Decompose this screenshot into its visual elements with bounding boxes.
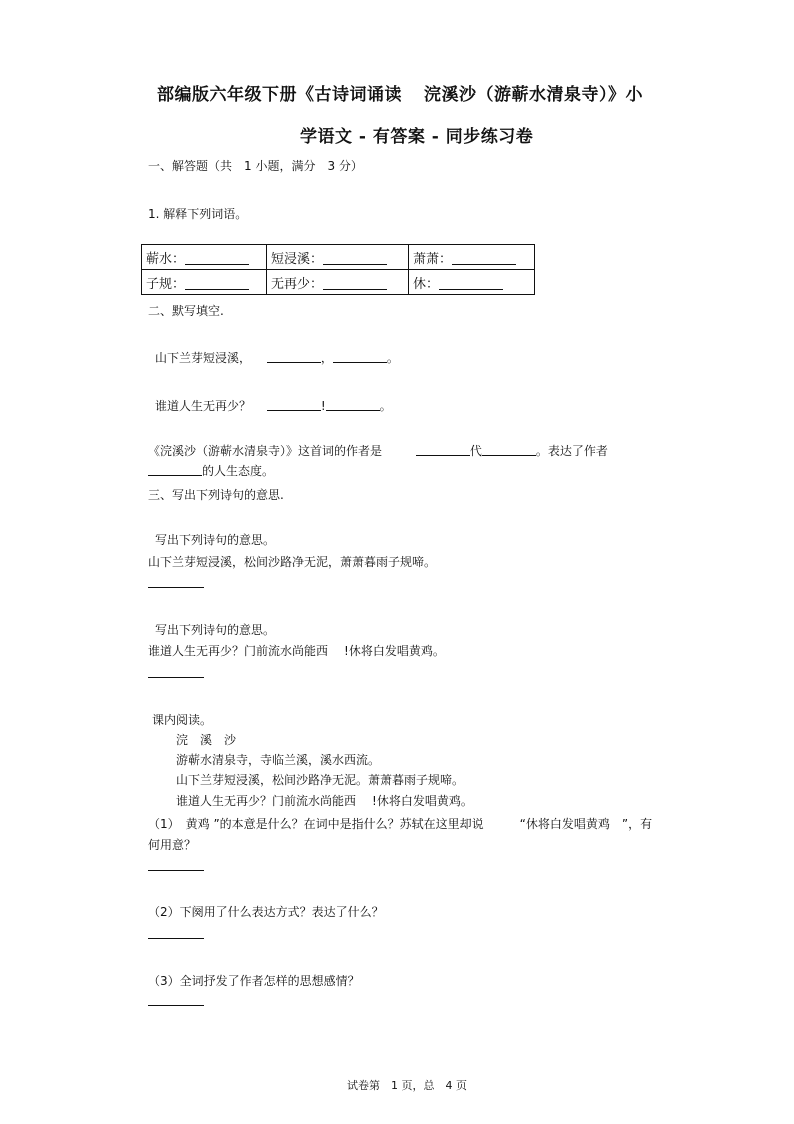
answer-blank[interactable] [439,277,503,290]
reading-question-2: （2）下阕用了什么表达方式？表达了什么？ [148,905,384,919]
section-2-heading: 二、默写填空. [148,304,224,318]
answer-blank[interactable] [482,443,536,456]
table-cell: 萧萧： [409,245,535,270]
reading-question-3: （3）全词抒发了作者怎样的思想感情？ [148,974,360,988]
question-1-prompt: 1. 解释下列词语。 [148,207,248,221]
table-cell: 蕲水： [142,245,267,270]
page-footer: 试卷第 1 页，总 4 页 [347,1079,467,1092]
title-line2: 学语文 - 有答案 - 同步练习卷 [300,127,534,147]
answer-blank[interactable] [333,350,387,363]
answer-line[interactable] [148,677,204,678]
title-line1-b: 浣溪沙（游蕲水清泉寺）》小 [424,85,643,105]
answer-blank[interactable] [416,443,470,456]
answer-blank[interactable] [323,277,387,290]
table-cell: 无再少： [267,270,409,295]
answer-blank[interactable] [326,398,380,411]
fill-line-b: 谁道人生无再少？ ! 。 [155,399,392,413]
meaning-prompt-1: 写出下列诗句的意思。 [155,533,276,547]
poem-line-1: 游蕲水清泉寺，寺临兰溪，溪水西流。 [176,753,381,767]
table-row [142,270,535,295]
answer-line[interactable] [148,587,204,588]
table-cell: 子规： [142,270,267,295]
reading-question-1: （1） 黄鸡 ”的本意是什么？在词中是指什么？苏轼在这里却说 “休将白发唱黄鸡 ”，有 [148,817,653,831]
table-cell: 休： [409,270,535,295]
table-row [142,245,535,270]
reading-intro: 课内阅读。 [152,713,213,727]
fill-line-c-cont: 的人生态度。 [148,462,274,479]
answer-line[interactable] [148,1005,204,1006]
table-cell: 短浸溪： [267,245,409,270]
meaning-line-2: 谁道人生无再少？门前流水尚能西 !休将白发唱黄鸡。 [148,644,445,658]
reading-question-1-cont: 何用意？ [148,838,197,852]
fill-line-c: 《浣溪沙（游蕲水清泉寺）》这首词的作者是 代 。表达了作者 [148,444,608,458]
answer-blank[interactable] [452,252,516,265]
answer-line[interactable] [148,870,204,871]
poem-title: 浣 溪 沙 [176,733,237,747]
answer-blank[interactable] [185,277,249,290]
section-1-heading: 一、解答题（共 1 小题，满分 3 分） [148,159,363,173]
meaning-prompt-2: 写出下列诗句的意思。 [155,623,276,637]
vocab-table [141,244,535,295]
answer-blank[interactable] [148,463,202,476]
poem-line-3: 谁道人生无再少？门前流水尚能西 !休将白发唱黄鸡。 [176,794,473,808]
answer-blank[interactable] [185,252,249,265]
poem-line-2: 山下兰芽短浸溪，松间沙路净无泥。萧萧暮雨子规啼。 [176,773,465,787]
answer-blank[interactable] [267,398,321,411]
answer-blank[interactable] [267,350,321,363]
meaning-line-1: 山下兰芽短浸溪，松间沙路净无泥，萧萧暮雨子规啼。 [148,555,437,569]
fill-line-a: 山下兰芽短浸溪， ， 。 [155,351,399,365]
answer-blank[interactable] [323,252,387,265]
section-3-heading: 三、写出下列诗句的意思. [148,488,284,502]
title-line1-a: 部编版六年级下册《古诗词诵读 [157,85,402,105]
answer-line[interactable] [148,938,204,939]
